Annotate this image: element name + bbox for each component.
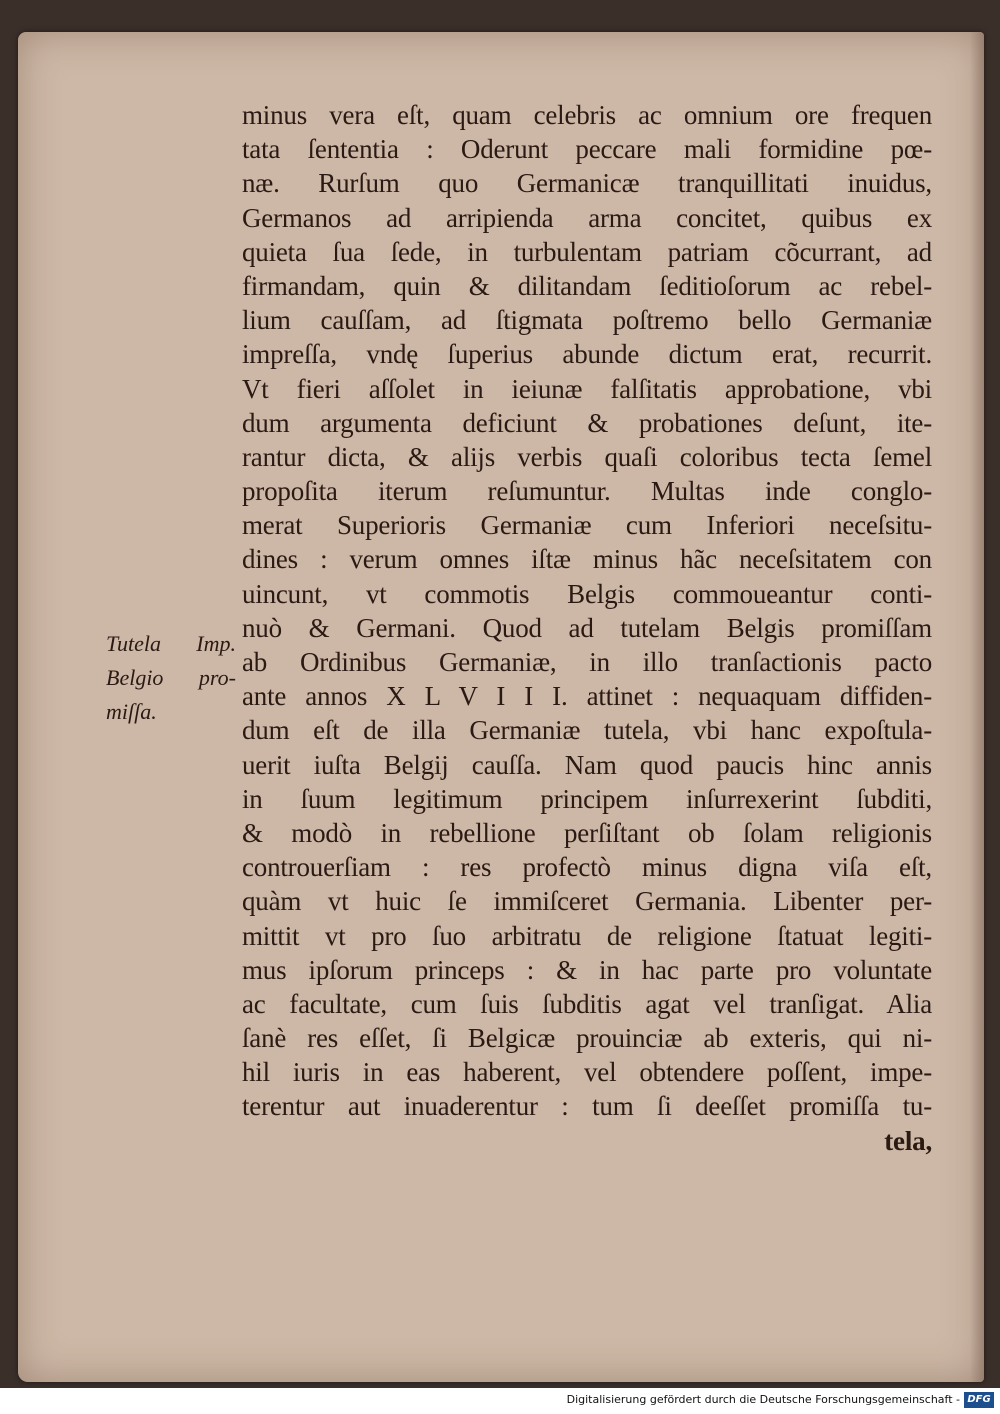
text-line: propoſita iterum reſumuntur. Multas inde conglo- (242, 476, 932, 507)
text-line: dines : verum omnes iſtæ minus hãc neceſsitatem con (242, 544, 932, 575)
main-text-block (242, 98, 932, 1158)
text-line: ante annos X L V I I I. attinet : nequaquam diffiden- (242, 681, 932, 712)
text-line: nuò & Germani. Quod ad tutelam Belgis promiſſam (242, 612, 932, 643)
text-line: terentur aut inuaderentur : tum ſi deeſſet promiſſa tu- (242, 1091, 932, 1122)
text-line: mus ipſorum princeps : & in hac parte pro voluntate (242, 954, 932, 985)
text-line: & modò in rebellione perſiſtant ob ſolam religionis (242, 817, 932, 848)
text-line: impreſſa, vndę ſuperius abunde dictum erat, recurrit. (242, 339, 932, 370)
text-line: controuerſiam : res profectò minus digna viſa eſt, (242, 852, 932, 883)
text-line: quieta ſua ſede, in turbulentam patriam cõcurrant, ad (242, 236, 932, 267)
text-line: ac facultate, cum ſuis ſubditis agat vel tranſigat. Alia (242, 988, 932, 1019)
marginal-note-line: miſſa. (106, 699, 157, 724)
text-line: uerit iuſta Belgij cauſſa. Nam quod paucis hinc annis (242, 749, 932, 780)
dfg-logo: DFG (964, 1392, 994, 1408)
text-line: rantur dicta, & alijs verbis quaſi coloribus tecta ſemel (242, 441, 932, 472)
marginal-note-line: Belgio pro- (106, 665, 236, 690)
text-line: mittit vt pro ſuo arbitratu de religione ſtatuat legiti- (242, 920, 932, 951)
marginal-note (106, 627, 236, 729)
text-line: tata ſententia : Oderunt peccare mali formidine pœ- (242, 134, 932, 165)
text-line: dum argumenta deficiunt & probationes deſunt, ite- (242, 407, 932, 438)
footer-strip (0, 1388, 1000, 1414)
text-line: in ſuum legitimum principem inſurrexerint ſubditi, (242, 783, 932, 814)
text-line: dum eſt de illa Germaniæ tutela, vbi hanc expoſtula- (242, 715, 932, 746)
funding-credit: Digitalisierung gefördert durch die Deutsche Forschungsgemeinschaft - (566, 1393, 960, 1406)
marginal-note-line: Tutela Imp. (106, 631, 236, 656)
text-line: Vt fieri aſſolet in ieiunæ falſitatis approbatione, vbi (242, 373, 932, 404)
text-line: ab Ordinibus Germaniæ, in illo tranſactionis pacto (242, 647, 932, 677)
text-line: lium cauſſam, ad ſtigmata poſtremo bello Germaniæ (242, 305, 932, 336)
text-line: quàm vt huic ſe immiſceret Germania. Libenter per- (242, 886, 932, 917)
text-line: uincunt, vt commotis Belgis commoueantur conti- (242, 578, 932, 609)
text-line: merat Superioris Germaniæ cum Inferiori neceſsitu- (242, 510, 932, 541)
text-line: næ. Rurſum quo Germanicæ tranquillitati inuidus, (242, 168, 932, 199)
text-line: Germanos ad arripienda arma concitet, quibus ex (242, 202, 932, 233)
text-line: firmandam, quin & dilitandam ſeditioſorum ac rebel- (242, 270, 932, 301)
text-line: ſanè res eſſet, ſi Belgicæ prouinciæ ab exteris, qui ni- (242, 1023, 932, 1054)
text-line: minus vera eſt, quam celebris ac omnium ore frequen (242, 100, 932, 130)
catchword: tela, (884, 1125, 932, 1156)
book-page (18, 32, 984, 1382)
text-line: hil iuris in eas haberent, vel obtendere poſſent, impe- (242, 1057, 932, 1088)
